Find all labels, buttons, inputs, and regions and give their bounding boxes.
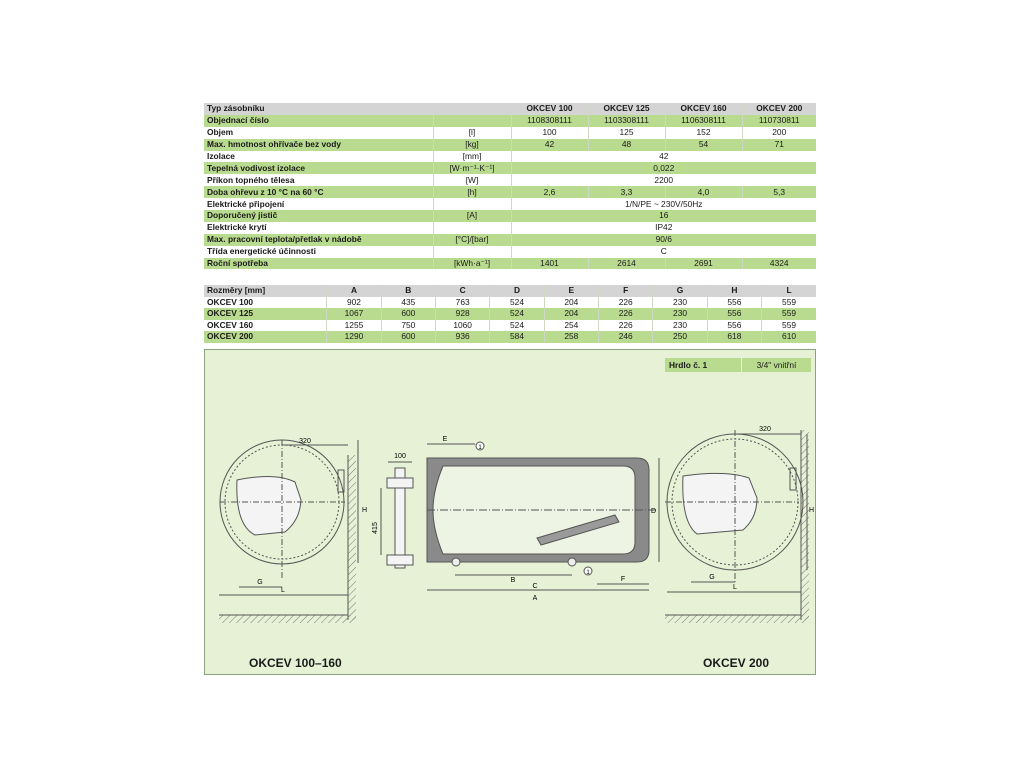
neck-label: Hrdlo č. 1 [665,358,741,372]
dims-row-model: OKCEV 125 [204,308,327,320]
spec-row [204,186,816,198]
spec-row-label: Objednací číslo [204,115,433,127]
dims-row-value: 226 [599,297,653,309]
spec-row-unit: [°C]/[bar] [433,234,511,246]
dims-row-value: 258 [544,331,598,343]
dims-row-value: 246 [599,331,653,343]
mounting-bracket [381,462,413,568]
spec-row-unit: [mm] [433,151,511,163]
spec-row-unit: [A] [433,210,511,222]
spec-row-value: 1401 [511,258,588,270]
dims-row-value: 524 [490,320,544,332]
dims-row-model: OKCEV 200 [204,331,327,343]
spec-row-value: 2691 [665,258,742,270]
dims-row-model: OKCEV 160 [204,320,327,332]
spec-row-label: Roční spotřeba [204,258,433,270]
spec-row-label: Doba ohřevu z 10 °C na 60 °C [204,186,433,198]
spec-row [204,151,816,163]
spec-row-value: 4,0 [665,186,742,198]
dims-row-model: OKCEV 100 [204,297,327,309]
dims-row-value: 254 [544,320,598,332]
spec-row-unit: [h] [433,186,511,198]
spec-row [204,162,816,174]
spec-row-label: Doporučený jistič [204,210,433,222]
spec-header-unit [433,103,511,115]
spec-row-value: 2614 [588,258,665,270]
dims-row-value: 230 [653,308,707,320]
dim-b: B [510,577,516,584]
dims-row-value: 250 [653,331,707,343]
spec-header-label: Typ zásobníku [204,103,433,115]
dims-row-value: 1255 [327,320,381,332]
dims-header-col: B [381,285,435,297]
spec-row-unit: [kWh·a⁻¹] [433,258,511,270]
right-side-view [665,430,809,623]
spec-row-unit [433,246,511,258]
dims-row-value: 204 [544,308,598,320]
dim-415: 415 [372,522,379,534]
dims-row-value: 556 [707,308,761,320]
dims-header-label: Rozměry [mm] [204,285,327,297]
dims-row [204,320,816,332]
dim-a: A [532,595,538,602]
dims-header-col: E [544,285,598,297]
neck-value: 3/4" vnitřní [741,358,811,372]
dim-c: C [532,583,538,590]
spec-row-value: 1/N/PE ~ 230V/50Hz [511,198,816,210]
dim-l-left: L [281,587,285,594]
dims-row-value: 1067 [327,308,381,320]
spec-row-unit [433,198,511,210]
spec-row-unit: [W] [433,174,511,186]
spec-header-model: OKCEV 100 [511,103,588,115]
dims-row-value: 928 [435,308,489,320]
spec-row-label: Tepelná vodivost izolace [204,162,433,174]
dim-d: D [651,508,657,515]
dims-header-row [204,285,816,297]
dims-row-value: 1290 [327,331,381,343]
dims-row-value: 204 [544,297,598,309]
spec-row-value: C [511,246,816,258]
spec-row-value: 2,6 [511,186,588,198]
spec-row-label: Objem [204,127,433,139]
spec-row-value: 42 [511,151,816,163]
spec-row [204,258,816,270]
dims-header-col: C [435,285,489,297]
dims-row-value: 559 [762,308,816,320]
dims-row-value: 1060 [435,320,489,332]
spec-row-label: Izolace [204,151,433,163]
spec-row-value: 1106308111 [665,115,742,127]
dims-header-col: A [327,285,381,297]
spec-row-label: Max. pracovní teplota/přetlak v nádobě [204,234,433,246]
dims-header-col: G [653,285,707,297]
spec-row-unit [433,222,511,234]
spec-row-value: 100 [511,127,588,139]
caption-okcev-100-160: OKCEV 100–160 [249,656,342,670]
spec-row-label: Třída energetické účinnosti [204,246,433,258]
spec-row [204,115,816,127]
spec-row-unit [433,115,511,127]
spec-row-value: 1108308111 [511,115,588,127]
spec-row-value: 200 [742,127,816,139]
dims-row-value: 600 [381,308,435,320]
spec-header-model: OKCEV 125 [588,103,665,115]
dims-row-value: 435 [381,297,435,309]
spec-header-model: OKCEV 160 [665,103,742,115]
spec-row-value: 5,3 [742,186,816,198]
dim-g-right: G [709,574,715,581]
dims-row-value: 610 [762,331,816,343]
dims-row-value: 750 [381,320,435,332]
spec-row [204,139,816,151]
dims-row [204,297,816,309]
dim-l-right: L [733,584,737,591]
dims-header-col: L [762,285,816,297]
dims-row [204,331,816,343]
dims-row-value: 902 [327,297,381,309]
marker-1-top: 1 [478,445,482,451]
spec-row-unit: [W·m⁻¹·K⁻¹] [433,162,511,174]
dims-row-value: 556 [707,297,761,309]
marker-1-bottom: 1 [586,570,590,576]
spec-row-label: Elektrické krytí [204,222,433,234]
spec-row-label: Elektrické připojení [204,198,433,210]
dims-row-value: 763 [435,297,489,309]
spec-table [204,103,816,269]
left-side-view [219,440,358,623]
spec-row-value: 1103308111 [588,115,665,127]
dims-row-value: 618 [707,331,761,343]
dim-h-right: H [809,507,815,514]
spec-row-value: 48 [588,139,665,151]
spec-header-row [204,103,816,115]
spec-row-value: 90/6 [511,234,816,246]
dim-320-right: 320 [759,426,771,433]
dims-row-value: 559 [762,297,816,309]
dims-row-value: 524 [490,297,544,309]
spec-row-value: 54 [665,139,742,151]
spec-row-value: 2200 [511,174,816,186]
dims-header-col: D [490,285,544,297]
dims-row-value: 600 [381,331,435,343]
technical-drawing [205,350,817,676]
spec-row-value: 16 [511,210,816,222]
spec-row [204,127,816,139]
spec-row-value: 4324 [742,258,816,270]
spec-row [204,246,816,258]
spec-row-label: Max. hmotnost ohřívače bez vody [204,139,433,151]
dim-g-left: G [257,579,263,586]
dims-row-value: 556 [707,320,761,332]
spec-row [204,198,816,210]
drawing-panel [204,349,816,675]
spec-row-unit: [l] [433,127,511,139]
dims-header-col: F [599,285,653,297]
spec-row [204,174,816,186]
spec-row-value: 125 [588,127,665,139]
spec-row [204,234,816,246]
spec-row-value: IP42 [511,222,816,234]
spec-row [204,210,816,222]
dims-header-col: H [707,285,761,297]
dims-row-value: 524 [490,308,544,320]
spec-row-unit: [kg] [433,139,511,151]
spec-row-value: 0,022 [511,162,816,174]
dims-row [204,308,816,320]
dim-e: E [442,436,448,443]
spec-row-value: 152 [665,127,742,139]
dim-h-left: H [362,507,368,514]
dims-row-value: 230 [653,320,707,332]
spec-header-model: OKCEV 200 [742,103,816,115]
dims-row-value: 226 [599,320,653,332]
spec-row-label: Příkon topného tělesa [204,174,433,186]
spec-row-value: 42 [511,139,588,151]
spec-row-value: 3,3 [588,186,665,198]
dims-row-value: 936 [435,331,489,343]
spec-row-value: 110730811 [742,115,816,127]
dims-row-value: 584 [490,331,544,343]
spec-row [204,222,816,234]
dim-320-left: 320 [299,438,311,445]
dim-100: 100 [394,453,406,460]
dims-row-value: 559 [762,320,816,332]
dims-row-value: 230 [653,297,707,309]
dimensions-table [204,285,816,343]
caption-okcev-200: OKCEV 200 [703,656,770,670]
spec-row-value: 71 [742,139,816,151]
dim-f: F [620,576,626,583]
tank-section-view [427,442,659,590]
dims-row-value: 226 [599,308,653,320]
